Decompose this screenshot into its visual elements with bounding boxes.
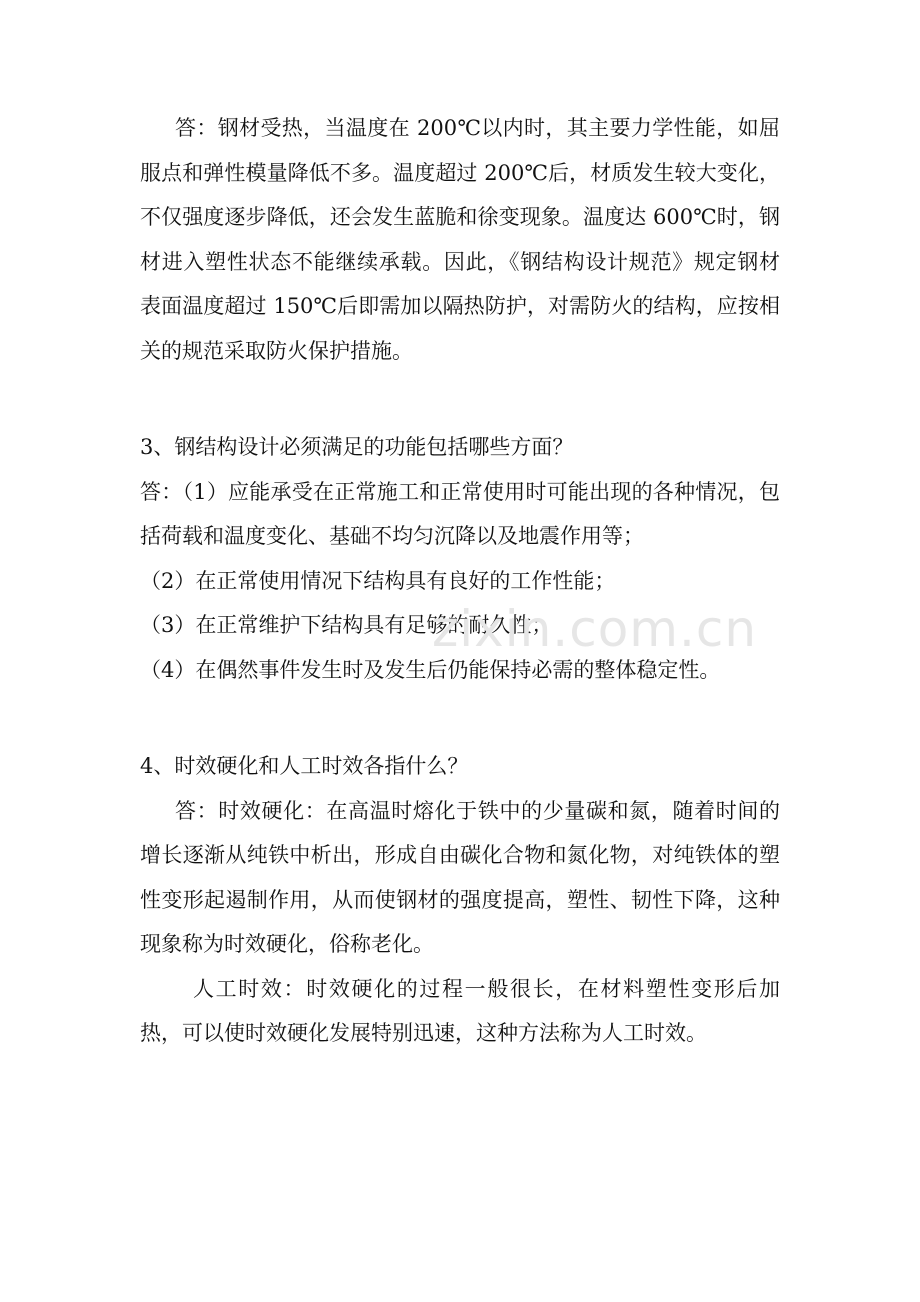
spacer xyxy=(140,692,780,744)
question-3: 3、钢结构设计必须满足的功能包括哪些方面？ xyxy=(140,435,574,459)
question-4: 4、时效硬化和人工时效各指什么？ xyxy=(140,754,469,778)
answer-3-item-3: （3）在正常维护下结构具有足够的耐久性； xyxy=(140,613,553,637)
answer-3-item-4: （4）在偶然事件发生时及发生后仍能保持必需的整体稳定性。 xyxy=(140,657,721,682)
watermark: zixin.com.cn xyxy=(432,600,758,658)
spacer xyxy=(140,373,780,425)
answer-3-item-2: （2）在正常使用情况下结构具有良好的工作性能； xyxy=(140,568,616,593)
answer-4-artificial-aging: 人工时效：时效硬化的过程一般很长，在材料塑性变形后加热，可以使时效硬化发展特别迅速，这种方法称为人工时效。 xyxy=(140,976,780,1045)
answer-paragraph-heat: 答：钢材受热，当温度在 200℃以内时，其主要力学性能，如屈服点和弹性模量降低不多。温度超过 200℃后，材质发生较大变化，不仅强度逐步降低，还会发生蓝脆和徐变现象。温度达 600℃时，钢材进入塑性状态不能继续承载。因此，《钢结构设计规范》规定钢材表面温度超过 150℃后即需加以隔热防护，对需防火的结构，应按相关的规范采取防火保护措施。 xyxy=(140,116,780,363)
answer-4-aging-hardening: 答：时效硬化：在高温时熔化于铁中的少量碳和氮，随着时间的增长逐渐从纯铁中析出，形成自由碳化合物和氮化物，对纯铁体的塑性变形起遏制作用，从而使钢材的强度提高，塑性、韧性下降，这种现象称为时效硬化，俗称老化。 xyxy=(140,798,780,956)
document-body xyxy=(140,106,780,1056)
answer-3-item-1: 答：（1）应能承受在正常施工和正常使用时可能出现的各种情况，包括荷载和温度变化、基础不均匀沉降以及地震作用等； xyxy=(140,479,780,548)
